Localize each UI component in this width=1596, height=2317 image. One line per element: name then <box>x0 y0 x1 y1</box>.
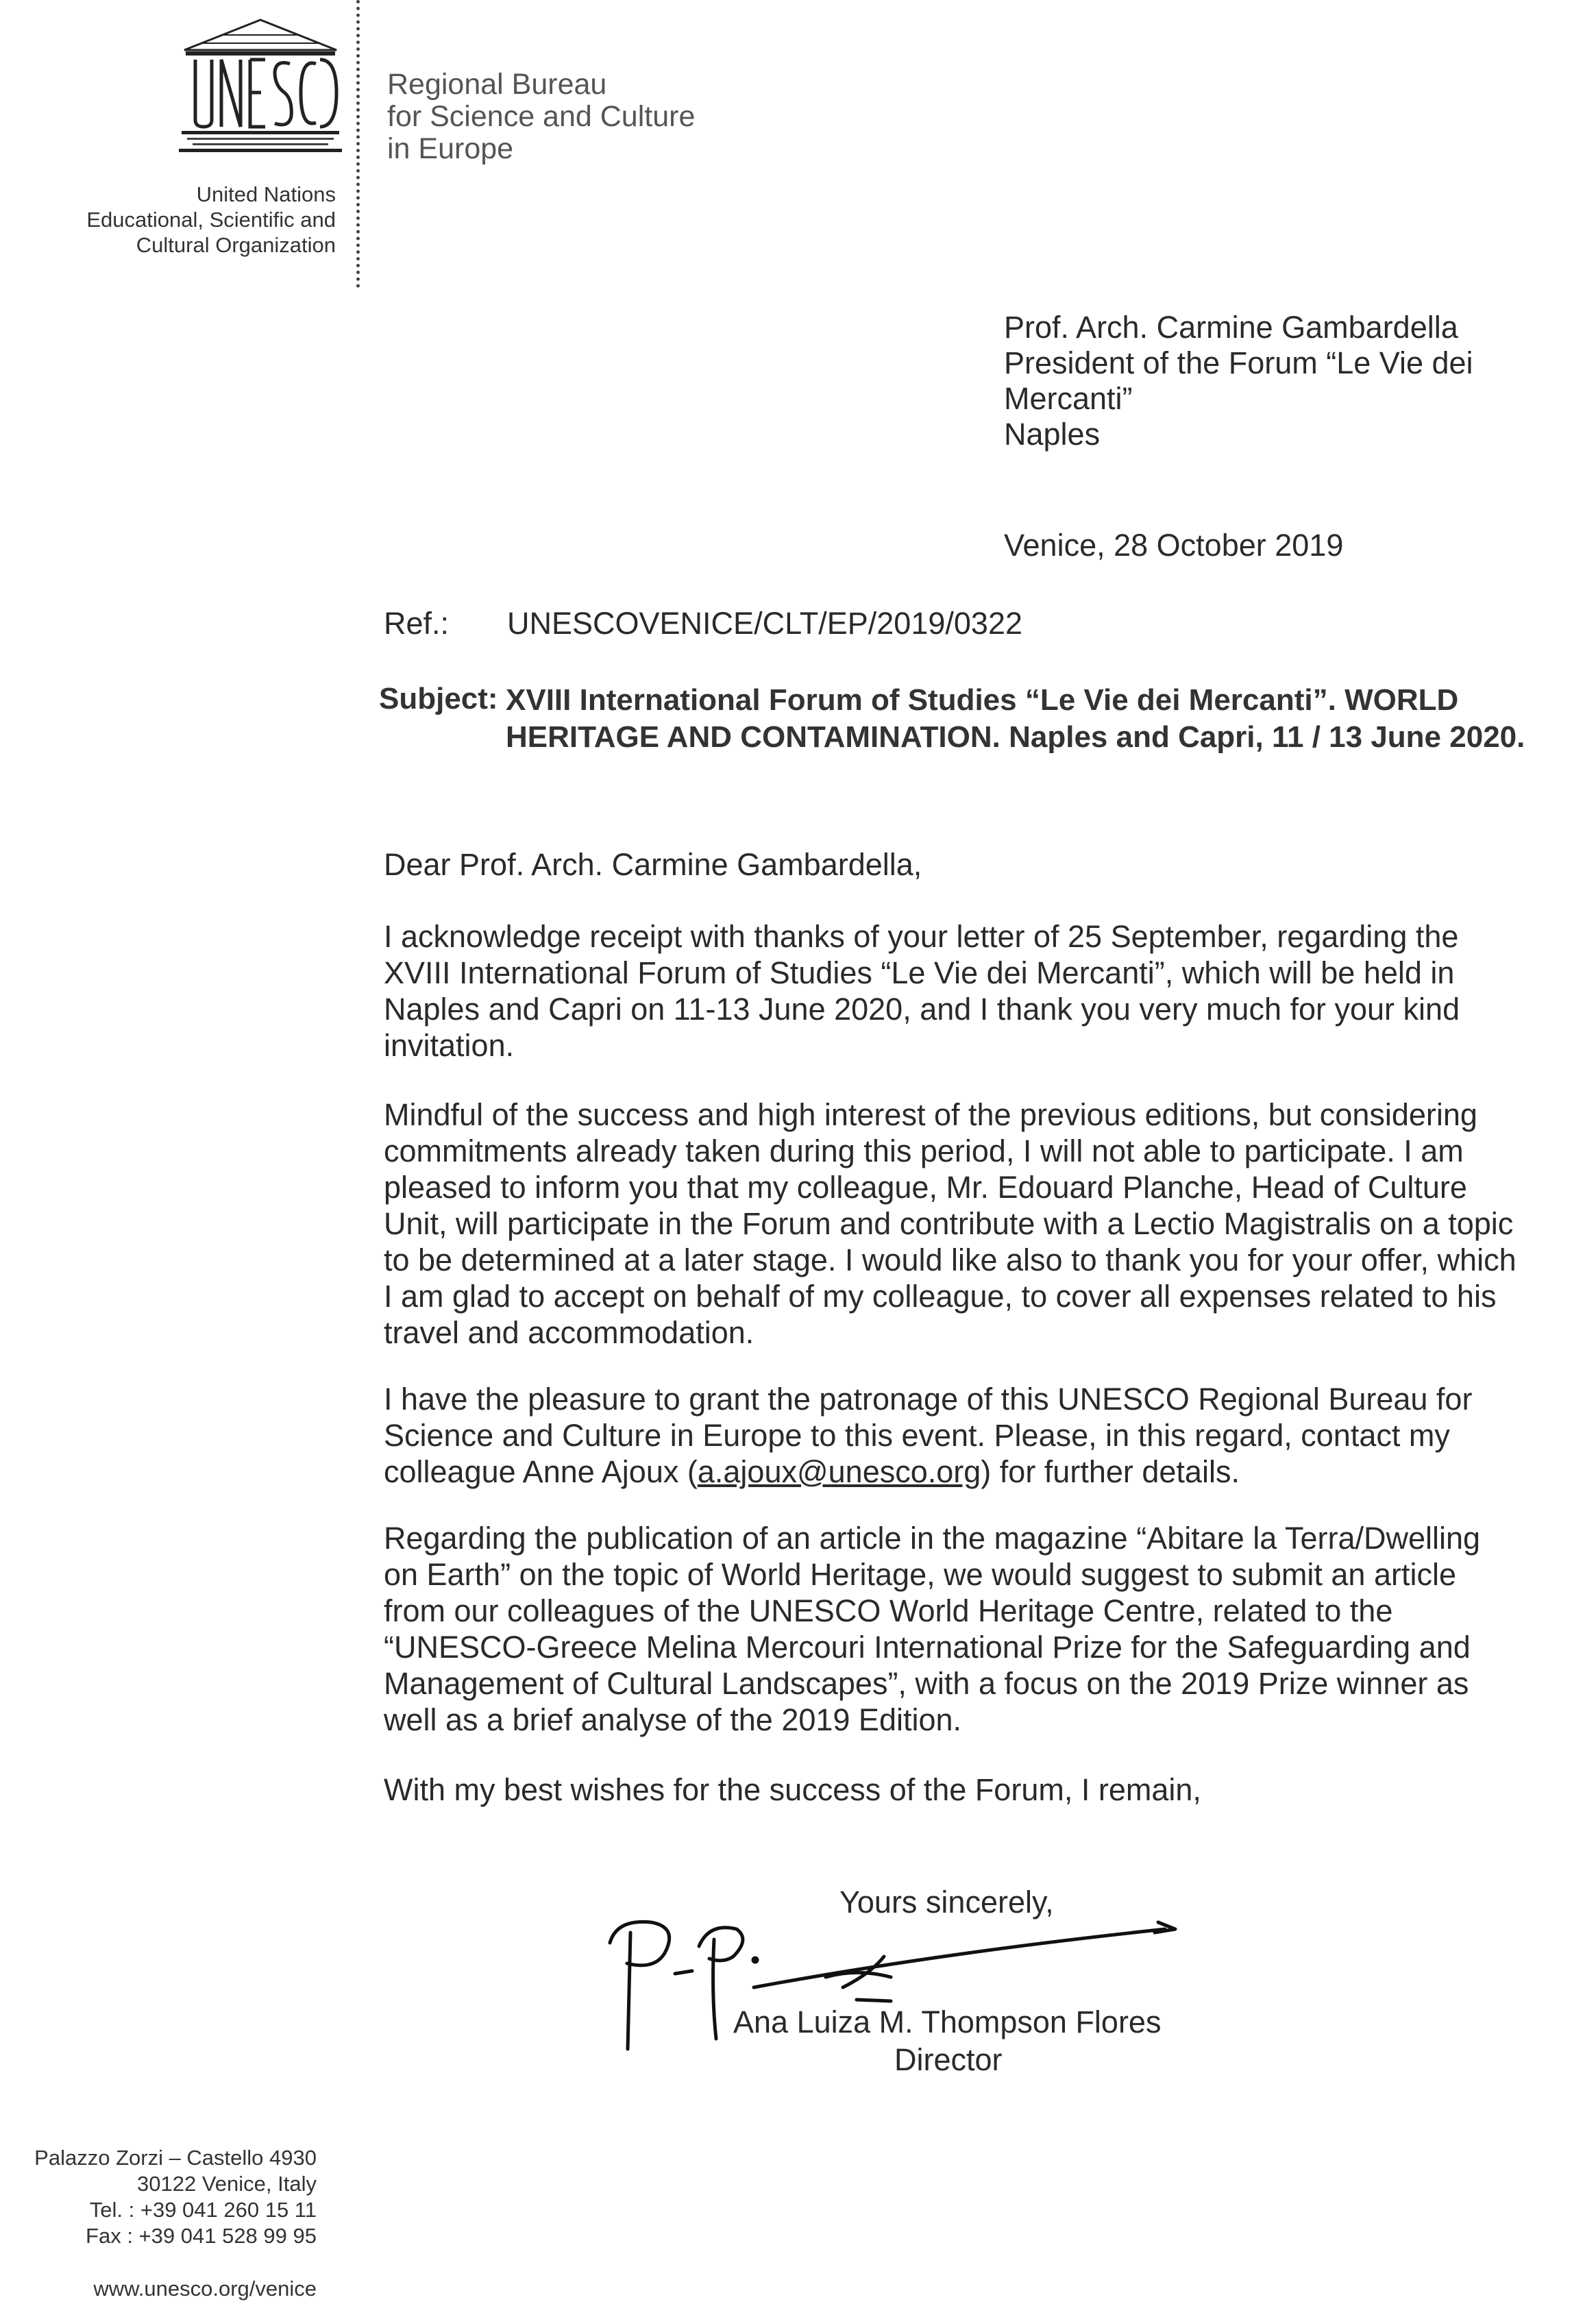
recipient-line: Mercanti” <box>1004 381 1133 416</box>
organization-line: Educational, Scientific and <box>86 208 336 232</box>
organization-line: United Nations <box>196 182 336 206</box>
reference-number: UNESCOVENICE/CLT/EP/2019/0322 <box>507 606 1022 641</box>
signer-name: Ana Luiza M. Thompson Flores <box>733 2005 1162 2039</box>
signer-title: Director <box>894 2042 1003 2077</box>
closing-phrase: Yours sincerely, <box>839 1885 1054 1920</box>
organization-name <box>41 182 336 258</box>
subject-label: Subject: <box>379 682 498 715</box>
recipient-line: President of the Forum “Le Vie dei <box>1004 345 1473 380</box>
address-line: Tel. : +39 041 260 15 11 <box>89 2198 317 2222</box>
recipient-line: Naples <box>1004 417 1101 452</box>
recipient-address <box>1004 310 1473 452</box>
bureau-line: Regional Bureau <box>387 68 607 101</box>
email-link[interactable]: a.ajoux@unesco.org <box>697 1454 981 1489</box>
unesco-temple-logo-icon <box>175 17 346 154</box>
address-line: 30122 Venice, Italy <box>137 2172 317 2196</box>
patronage-text-end: ) for further details. <box>981 1454 1240 1489</box>
organization-line: Cultural Organization <box>136 233 336 257</box>
paragraph-patronage <box>384 1381 1518 1490</box>
paragraph-publication: Regarding the publication of an article in the magazine “Abitare la Terra/Dwelling on Earth” on the topic of World Heritage, we would suggest to submit an article from our colleagues of the UNESCO World Heritage Centre, related to the “UNESCO-Greece Melina Mercouri International Prize for the Safeguarding and Management of Cultural Landscapes”, with a focus on the 2019 Prize winner as well as a brief analyse of the 2019 Edition. <box>384 1521 1481 1737</box>
bureau-line: for Science and Culture <box>387 100 696 133</box>
website-link[interactable]: www.unesco.org/venice <box>93 2277 317 2301</box>
paragraph-participation: Mindful of the success and high interest of the previous editions, but considering commitments already taken during this period, I will not able to participate. I am pleased to inform you that my colleague, Mr. Edouard Planche, Head of Culture Unit, will participate in the Forum and contribute with a Lectio Magistralis on a topic to be determined at a later stage. I would like also to thank you for your offer, which I am glad to accept on behalf of my colleague, to cover all expenses related to his travel and accommodation. <box>384 1097 1517 1350</box>
paragraph-closing-wishes: With my best wishes for the success of the Forum, I remain, <box>384 1772 1201 1807</box>
letterhead-divider <box>356 0 360 288</box>
patronage-text: I have the pleasure to grant the patronage of this UNESCO Regional Bureau for Science and Culture in Europe to this event. Please, in this regard, contact my colleague Anne Ajoux ( <box>384 1382 1473 1489</box>
unesco-logo <box>175 17 346 154</box>
bureau-line: in Europe <box>387 132 514 165</box>
letter-date: Venice, 28 October 2019 <box>1004 528 1344 563</box>
salutation: Dear Prof. Arch. Carmine Gambardella, <box>384 847 922 882</box>
recipient-line: Prof. Arch. Carmine Gambardella <box>1004 310 1458 345</box>
bureau-name <box>387 69 695 165</box>
address-line: Palazzo Zorzi – Castello 4930 <box>34 2146 317 2170</box>
footer-address <box>0 2145 317 2249</box>
address-line: Fax : +39 041 528 99 95 <box>86 2224 317 2248</box>
paragraph-acknowledgement: I acknowledge receipt with thanks of your letter of 25 September, regarding the XVIII International Forum of Studies “Le Vie dei Mercanti”, which will be held in Naples and Capri on 11-13 June 2020, and I thank you very much for your kind invitation. <box>384 919 1460 1063</box>
subject-text: XVIII International Forum of Studies “Le Vie dei Mercanti”. WORLD HERITAGE AND CONTAMINATION. Naples and Capri, 11 / 13 June 2020. <box>506 683 1525 754</box>
reference-label: Ref.: <box>384 606 450 641</box>
